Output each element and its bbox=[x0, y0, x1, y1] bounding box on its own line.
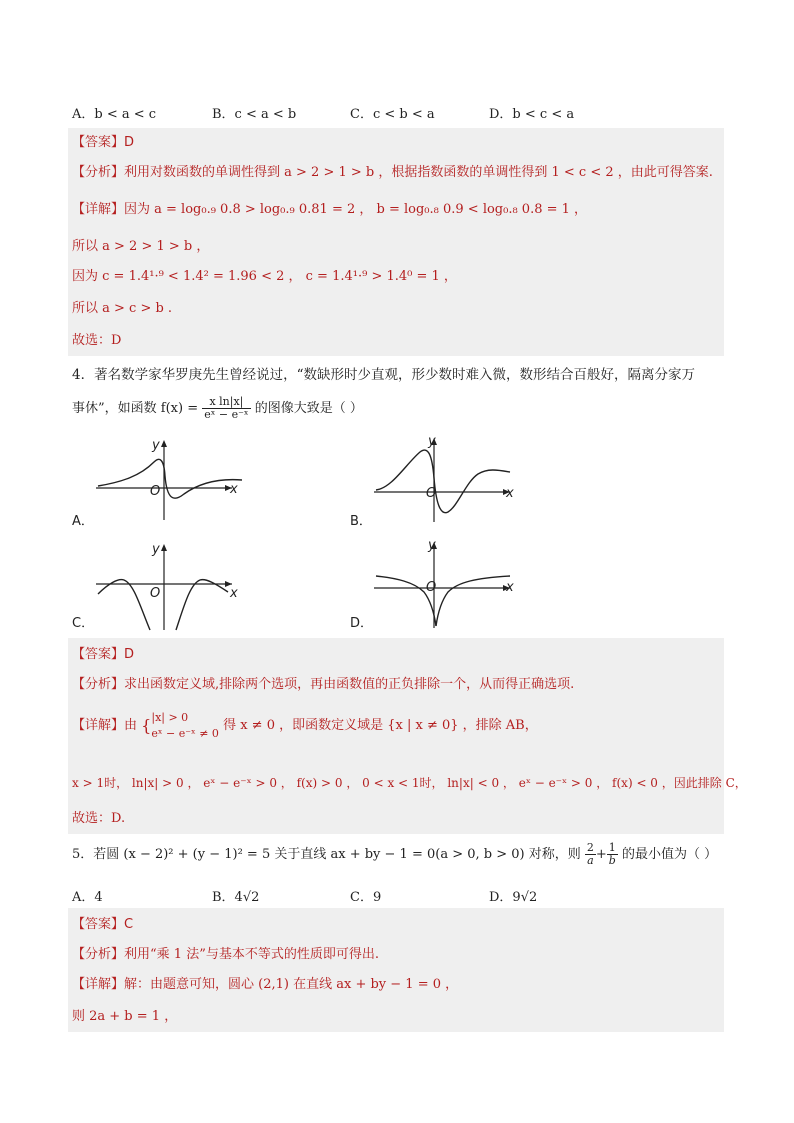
q5-option-d: D．9√2 bbox=[489, 890, 538, 905]
q4-graph-b-x-label: x bbox=[506, 486, 514, 501]
q4-analysis: 【分析】求出函数定义域,排除两个选项，再由函数值的正负排除一个，从而得正确选项. bbox=[72, 677, 575, 692]
q3-option-d: D．b < c < a bbox=[489, 107, 575, 122]
q4-graph-a-origin: O bbox=[150, 484, 161, 499]
q5-stem: 5．若圆 (x − 2)² + (y − 1)² = 5 关于直线 ax + by − 1 = 0(a > 0, b > 0) 对称，则 $\frac{2}{a}$ + $\frac{1}{b}$ 的最小值为（ ） bbox=[72, 841, 718, 867]
q4-label-c: C． bbox=[72, 616, 95, 631]
q4-choose: 故选：D. bbox=[72, 811, 126, 826]
q4-graph-d bbox=[370, 538, 520, 630]
q3-detail-1: 【详解】因为 a = log₀.₉ 0.8 > log₀.₉ 0.81 = 2 ， b = log₀.₈ 0.9 < log₀.₈ 0.8 = 1 ， bbox=[72, 202, 588, 217]
q4-graph-d-x-label: x bbox=[506, 580, 514, 595]
q4-graph-b-origin: O bbox=[426, 486, 437, 501]
q5-answer: 【答案】C bbox=[72, 917, 134, 932]
q5-detail-1: 【详解】解：由题意可知，圆心 (2,1) 在直线 ax + by − 1 = 0 ， bbox=[72, 977, 459, 992]
q4-answer: 【答案】D bbox=[72, 647, 135, 662]
q4-graph-d-origin: O bbox=[426, 580, 437, 595]
q4-graph-a-x-label: x bbox=[230, 482, 238, 497]
q4-detail-2: x > 1时， ln|x| > 0 ， eˣ − e⁻ˣ > 0 ， f(x) > 0 ， 0 < x < 1时， ln|x| < 0 ， eˣ − e⁻ˣ > 0 ， f(x) < 0 ，因此排除 C， bbox=[72, 776, 747, 790]
q3-analysis: 【分析】利用对数函数的单调性得到 a > 2 > 1 > b ，根据指数函数的单调性得到 1 < c < 2 ，由此可得答案. bbox=[72, 165, 713, 180]
q4-stem-line2: 事休”，如函数 f(x) = $\frac{\text{x ln|x|}}{\text{eˣ − e⁻ˣ}}$ 的图像大致是（ ） bbox=[72, 395, 363, 421]
q5-option-b: B．4√2 bbox=[212, 890, 260, 905]
q5-fraction-2: $\frac{1}{b}$ bbox=[608, 841, 616, 867]
q5-fraction-1: $\frac{2}{a}$ bbox=[586, 841, 594, 867]
q3-choose: 故选：D bbox=[72, 333, 122, 348]
q5-detail-2: 则 2a + b = 1 ， bbox=[72, 1009, 178, 1024]
q4-label-a: A． bbox=[72, 514, 94, 529]
q3-option-b: B．c < a < b bbox=[212, 107, 297, 122]
q5-option-a: A．4 bbox=[72, 890, 103, 905]
q4-graph-c-y-label: y bbox=[152, 542, 160, 557]
q4-detail-1: 【详解】由 { |x| > 0 eˣ − e⁻ˣ ≠ 0 得 x ≠ 0 ，即函数定义域是 {x | x ≠ 0} ，排除 AB， bbox=[72, 711, 538, 740]
q4-stem-line1: 4．著名数学家华罗庚先生曾经说过，“数缺形时少直观，形少数时难入微，数形结合百般好，隔离分家万 bbox=[72, 367, 695, 383]
q4-graph-c-origin: O bbox=[150, 586, 161, 601]
q4-graph-c-x-label: x bbox=[230, 586, 238, 601]
q4-label-d: D． bbox=[350, 616, 374, 631]
q5-option-c: C．9 bbox=[350, 890, 382, 905]
q5-analysis: 【分析】利用“乘 1 法”与基本不等式的性质即可得出. bbox=[72, 947, 379, 962]
q3-option-a: A．b < a < c bbox=[72, 107, 157, 122]
q4-label-b: B． bbox=[350, 514, 372, 529]
q3-answer: 【答案】D bbox=[72, 135, 135, 150]
q4-graph-d-y-label: y bbox=[428, 538, 436, 553]
q3-detail-4: 所以 a > c > b . bbox=[72, 301, 173, 316]
q3-detail-2: 所以 a > 2 > 1 > b ， bbox=[72, 239, 210, 254]
q4-graph-a bbox=[92, 436, 252, 522]
q3-detail-3: 因为 c = 1.4¹·⁹ < 1.4² = 1.96 < 2 ， c = 1.4¹·⁹ > 1.4⁰ = 1 ， bbox=[72, 269, 457, 284]
q4-graph-b bbox=[370, 434, 520, 524]
q3-option-c: C．c < b < a bbox=[350, 107, 435, 122]
q4-graph-a-y-label: y bbox=[152, 438, 160, 453]
q4-graph-c bbox=[92, 540, 252, 632]
q4-graph-b-y-label: y bbox=[428, 434, 436, 449]
q4-function-fraction: $\frac{\text{x ln|x|}}{\text{eˣ − e⁻ˣ}}$ bbox=[204, 395, 249, 421]
